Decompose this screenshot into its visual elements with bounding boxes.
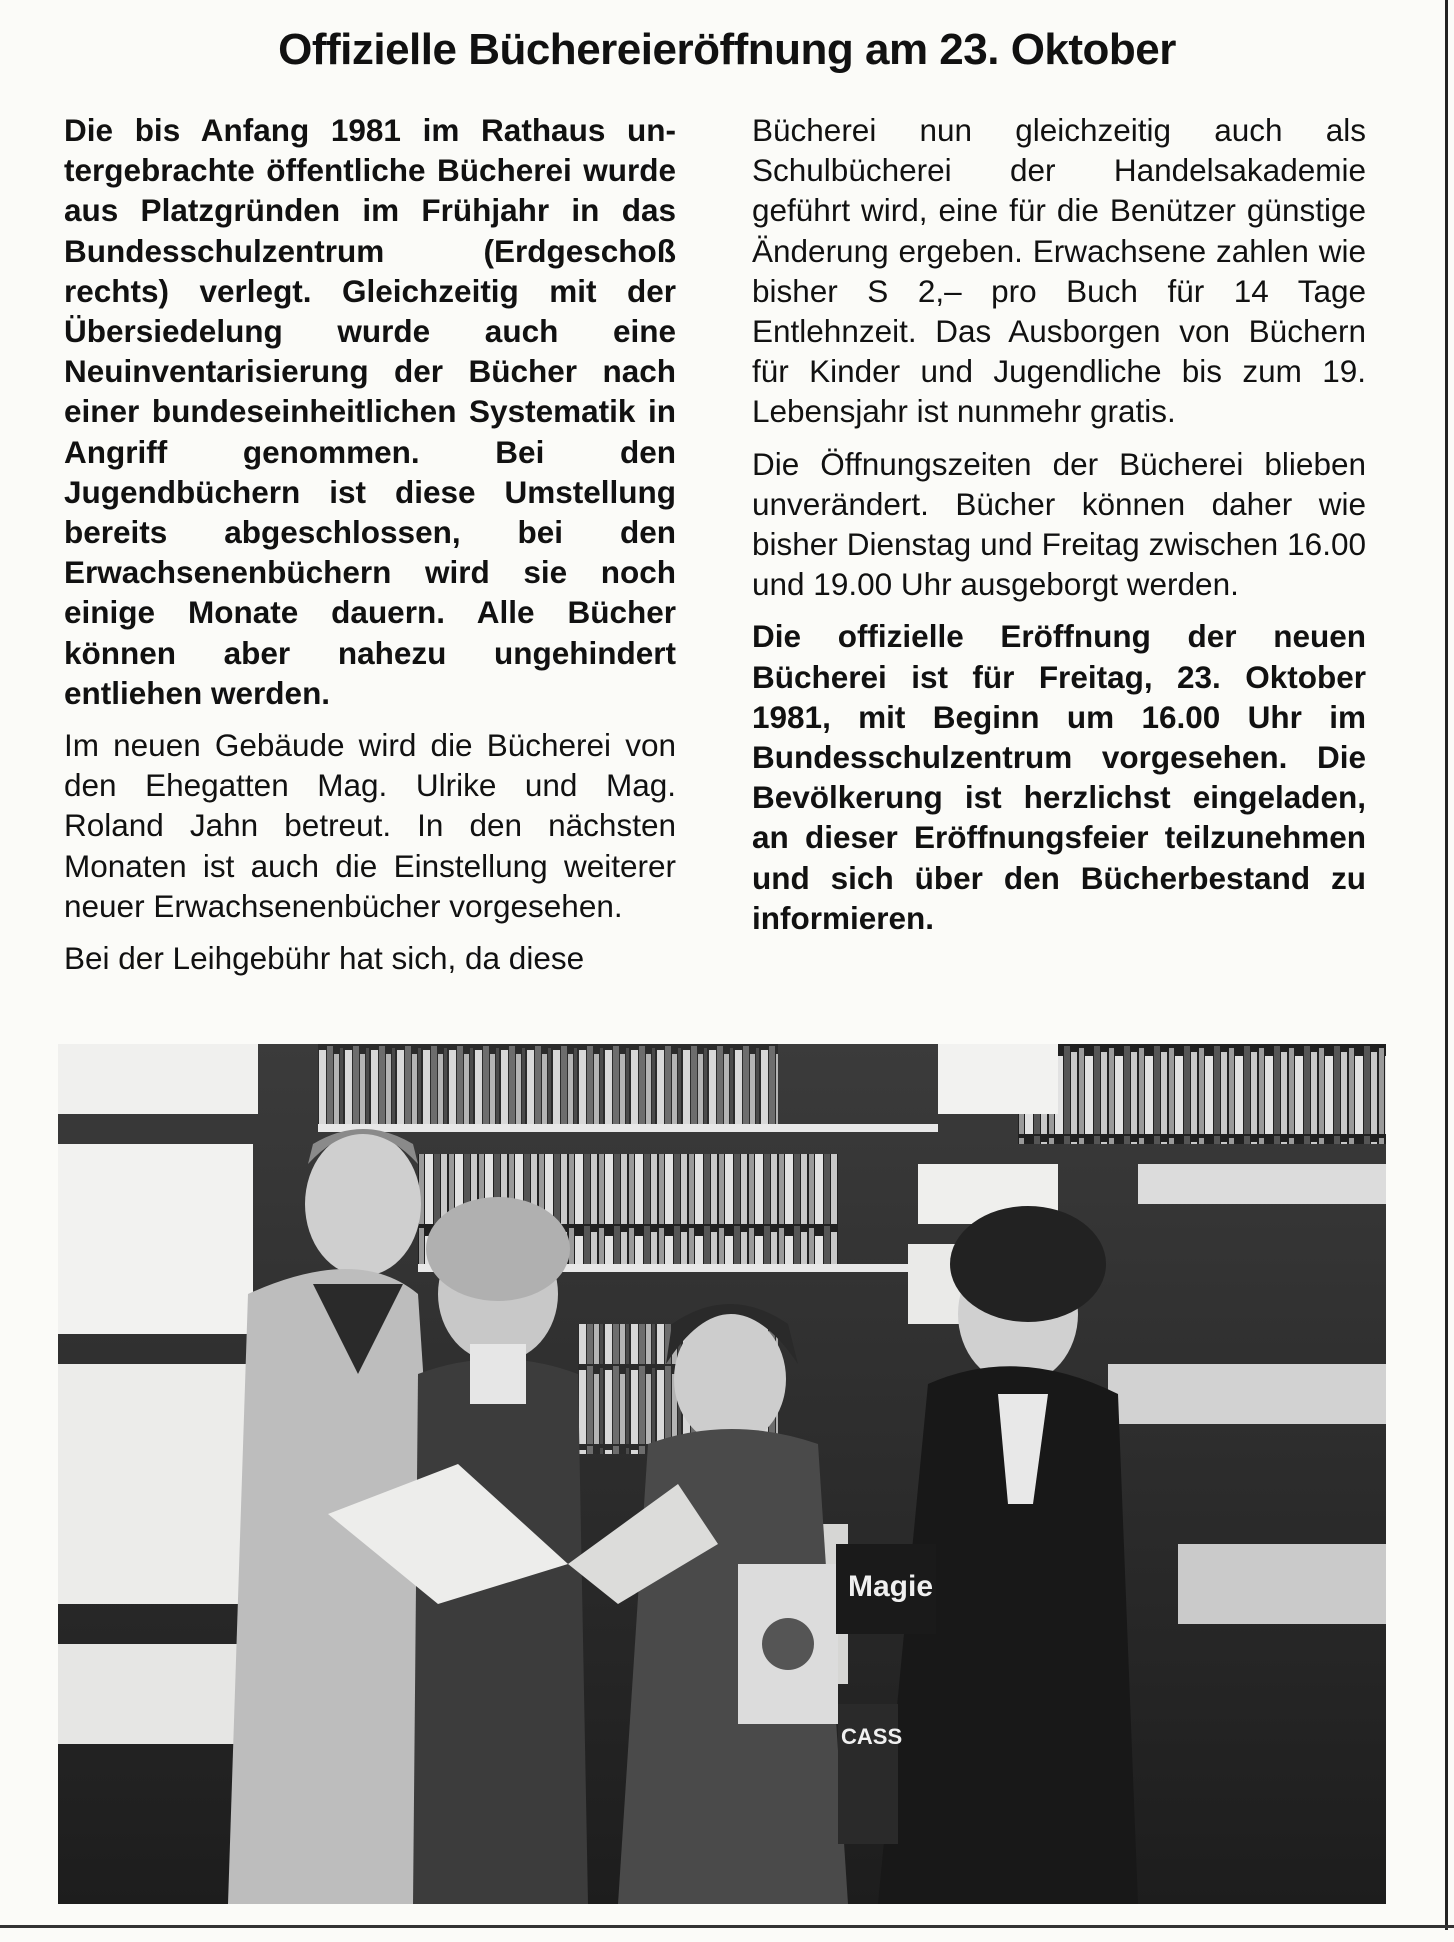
article-title: Offizielle Büchereieröffnung am 23. Oktober — [278, 25, 1176, 74]
shelf-panel-right — [1108, 1364, 1386, 1424]
paragraph-official-opening: Die offizielle Eröffnung der neuen Bücherei ist für Freitag, 23. Oktober 1981, mit Beginn um 16.00 Uhr im Bundesschulzentrum vorgesehen. Die Bevölkerung ist herzlichst eingeladen, an dieser Eröffnungsfeier teilzunehmen und sich über den Bücherbestand zu informieren. — [752, 618, 1366, 936]
library-photo-illustration — [58, 1044, 1386, 1904]
shopping-bag — [738, 1564, 838, 1724]
article-left-column — [64, 110, 676, 990]
book-cass — [838, 1704, 902, 1844]
shelf-board — [318, 1124, 938, 1132]
shelf-panel-right — [1138, 1164, 1386, 1204]
shelf-panel-right — [1178, 1544, 1386, 1624]
shelf-panel-left — [58, 1144, 253, 1334]
shelf-panel-left — [58, 1364, 258, 1604]
shelf-books-right — [1018, 1044, 1386, 1144]
book-magie — [836, 1544, 936, 1634]
article-right-column — [752, 110, 1366, 950]
shelf-panel — [58, 1044, 258, 1114]
book-cass-title: CASS — [841, 1724, 903, 1749]
paragraph-staff: Im neuen Gebäude wird die Bücherei von den Ehegatten Mag. Ulrike und Mag. Roland Jahn betreut. In den nächsten Monaten ist auch die Einstellung weiterer neuer Erwachsenenbücher vorgesehen. — [64, 727, 676, 924]
paragraph-fee-continued: Bücherei nun gleichzeitig auch als Schulbücherei der Handelsakademie geführt wird, eine für die Benützer günstige Änderung ergeben. Erwachsene zahlen wie bisher S 2,– pro Buch für 14 Tage Entlehnzeit. Das Ausborgen von Büchern für Kinder und Jugendliche bis zum 19. Lebensjahr ist nunmehr gratis. — [752, 112, 1366, 430]
paragraph-relocation: Die bis Anfang 1981 im Rathaus untergebrachte öffentliche Bücherei wurde aus Platzgründen im Frühjahr in das Bundesschulzentrum (Erdgeschoß rechts) verlegt. Gleichzeitig mit der Übersiedelung wurde auch eine Neuinventarisierung der Bücher nach einer bundeseinheitlichen Systematik in Angriff genommen. Bei den Jugendbüchern ist diese Umstellung bereits abgeschlossen, bei den Erwachsenenbüchern wird sie noch einige Monate dauern. Alle Bücher können aber nahezu ungehindert entliehen werden. — [64, 112, 676, 711]
shelf-books-top — [318, 1044, 778, 1124]
page-edge-rule — [1445, 0, 1448, 1930]
library-photo — [58, 1044, 1386, 1904]
shelf-panel-right — [938, 1044, 1058, 1114]
paragraph-fee-start: Bei der Leihgebühr hat sich, da diese — [64, 940, 585, 977]
paragraph-opening-hours: Die Öffnungszeiten der Bücherei blieben unverändert. Bücher können daher wie bisher Dienstag und Freitag zwischen 16.00 und 19.00 Uhr ausgeborgt werden. — [752, 445, 1366, 603]
page-bottom-rule — [0, 1925, 1454, 1928]
book-magie-title: Magie — [848, 1570, 934, 1603]
